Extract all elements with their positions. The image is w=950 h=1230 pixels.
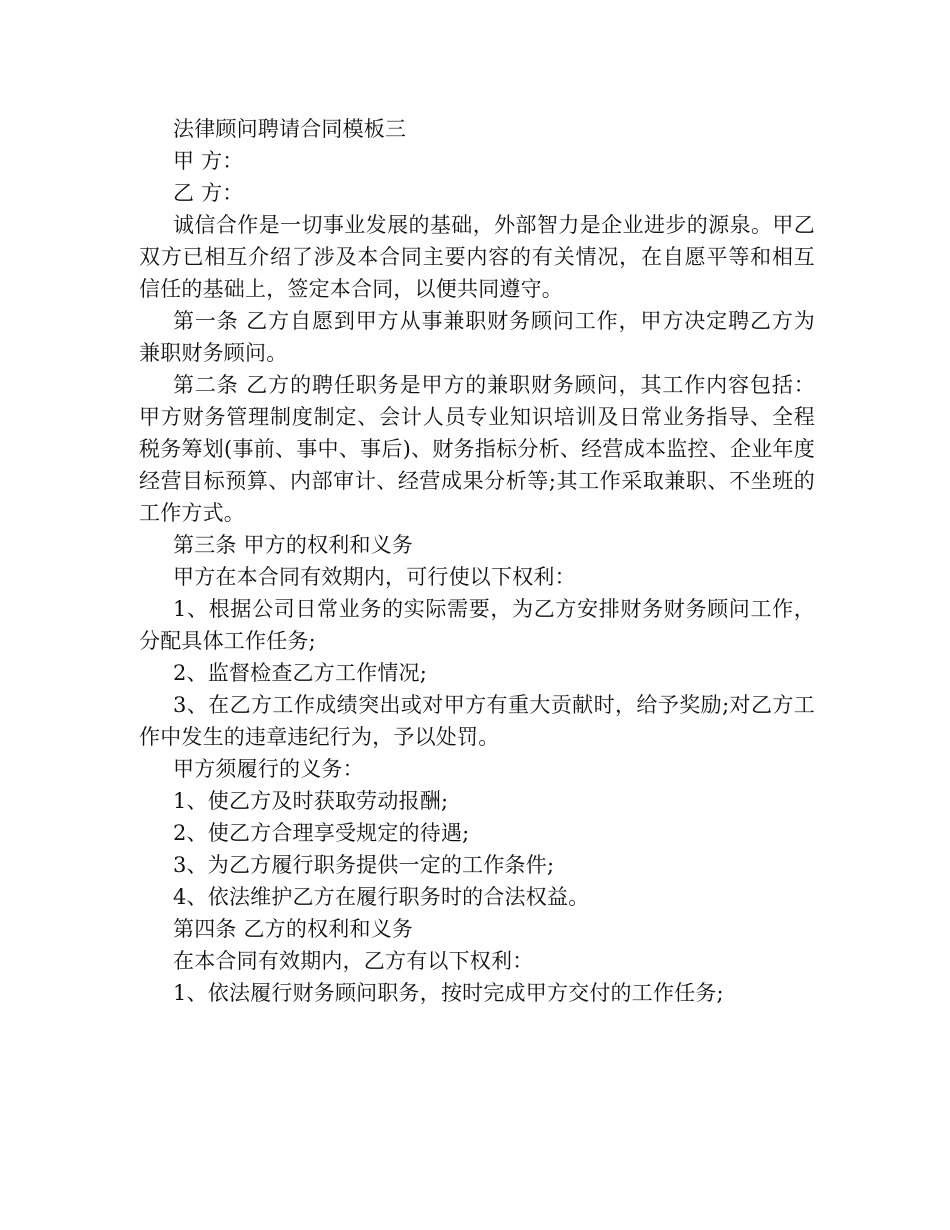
article-4-heading: 第四条 乙方的权利和义务 (173, 917, 414, 941)
party-b-line: 乙 方： (173, 181, 244, 205)
party-b-right-1: 1、依法履行财务顾问职务，按时完成甲方交付的工作任务; (173, 981, 724, 1005)
party-a-line: 甲 方： (173, 149, 244, 173)
party-a-right-3: 3、在乙方工作成绩突出或对甲方有重大贡献时，给予奖励;对乙方工作中发生的违章违纪行为，予以处罚。 (139, 693, 815, 749)
party-a-duty-4: 4、依法维护乙方在履行职务时的合法权益。 (173, 885, 590, 909)
preamble-paragraph: 诚信合作是一切事业发展的基础，外部智力是企业进步的源泉。甲乙双方已相互介绍了涉及本合同主要内容的有关情况，在自愿平等和相互信任的基础上，签定本合同，以便共同遵守。 (139, 213, 815, 301)
party-a-duty-2: 2、使乙方合理享受规定的待遇; (173, 821, 470, 845)
party-b-rights-intro: 在本合同有效期内，乙方有以下权利： (173, 949, 534, 973)
document-body (139, 113, 815, 1009)
document-title: 法律顾问聘请合同模板三 (173, 117, 407, 141)
article-1-paragraph: 第一条 乙方自愿到甲方从事兼职财务顾问工作，甲方决定聘乙方为兼职财务顾问。 (139, 309, 815, 365)
party-a-duty-3: 3、为乙方履行职务提供一定的工作条件; (173, 853, 555, 877)
article-3-heading: 第三条 甲方的权利和义务 (173, 533, 414, 557)
party-a-right-1: 1、根据公司日常业务的实际需要，为乙方安排财务财务顾问工作，分配具体工作任务; (139, 597, 815, 653)
party-a-duties-intro: 甲方须履行的义务： (173, 757, 364, 781)
party-a-duty-1: 1、使乙方及时获取劳动报酬; (173, 789, 449, 813)
party-a-right-2: 2、监督检查乙方工作情况; (173, 661, 428, 685)
party-a-rights-intro: 甲方在本合同有效期内，可行使以下权利： (173, 565, 576, 589)
article-2-paragraph: 第二条 乙方的聘任职务是甲方的兼职财务顾问，其工作内容包括：甲方财务管理制度制定、会计人员专业知识培训及日常业务指导、全程税务筹划(事前、事中、事后)、财务指标分析、经营成本监控、企业年度经营目标预算、内部审计、经营成果分析等;其工作采取兼职、不坐班的工作方式。 (139, 373, 815, 525)
